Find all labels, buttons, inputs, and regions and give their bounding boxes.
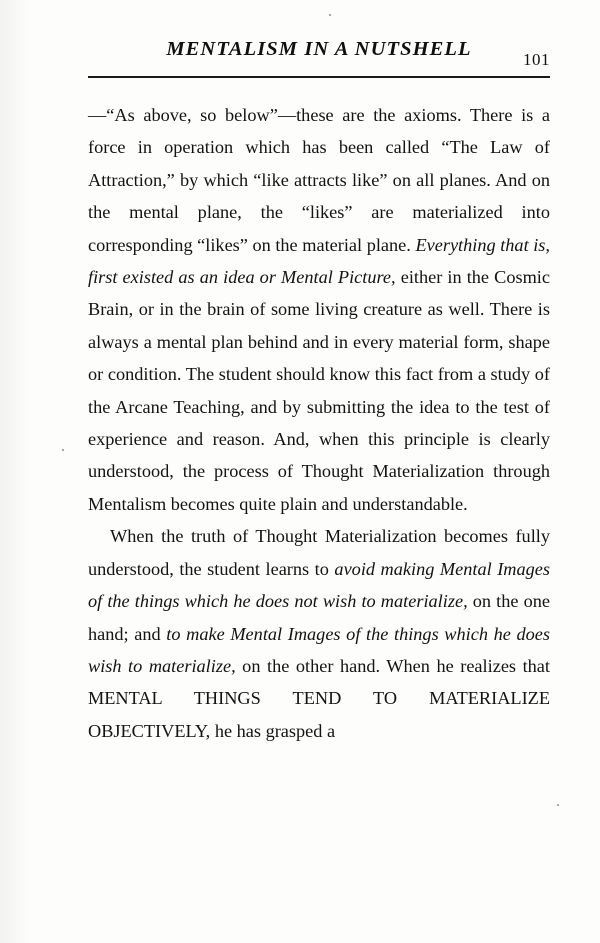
body-text bbox=[88, 99, 550, 747]
text-run-italic: Everything that is, first existed as an idea or Mental Picture, bbox=[88, 234, 550, 288]
running-head bbox=[88, 38, 550, 72]
text-run-italic: to make Mental Images of the things which he does wish to materialize, bbox=[88, 623, 551, 676]
page-edge-shadow bbox=[0, 0, 30, 943]
paper-speck bbox=[557, 804, 559, 806]
paragraph-1 bbox=[88, 99, 550, 520]
text-run: on the one hand; and bbox=[88, 591, 550, 644]
paragraph-2 bbox=[88, 520, 550, 747]
page-number: 101 bbox=[523, 50, 550, 69]
running-head-title: MENTALISM IN A NUTSHELL bbox=[166, 38, 472, 60]
text-run-italic: avoid making Mental Images of the things which he does not wish to materialize, bbox=[88, 558, 550, 612]
text-run: When the truth of Thought Materialization becomes fully understood, the student learns to bbox=[88, 526, 550, 579]
paper-speck bbox=[62, 449, 64, 451]
header-rule bbox=[88, 76, 550, 78]
text-run: on the other hand. When he realizes that MENTAL THINGS TEND TO MATERIALIZE OBJECTIVELY, he has grasped a bbox=[88, 655, 550, 741]
text-run: —“As above, so below”—these are the axioms. There is a force in operation which has been called “The Law of Attraction,” by which “like attracts like” on all planes. And on the mental plane, the “likes” are materialized into corresponding “likes” on the material plane. bbox=[88, 105, 550, 255]
paper-speck bbox=[329, 14, 331, 16]
text-run: either in the Cosmic Brain, or in the brain of some living creature as well. There is always a mental plan behind and in every material form, shape or condition. The student should know this fact from a study of the Arcane Teaching, and by submitting the idea to the test of experience and reason. And, when this principle is clearly understood, the process of Thought Materialization through Mentalism becomes quite plain and understandable. bbox=[88, 267, 550, 514]
page-content bbox=[88, 38, 550, 747]
